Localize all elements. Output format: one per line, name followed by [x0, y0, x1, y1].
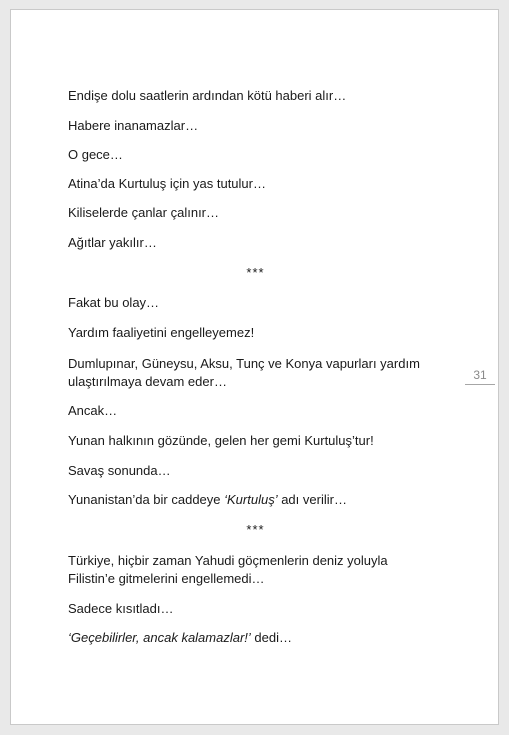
document-page: [10, 9, 499, 725]
paragraph-13-part-1: Yunanistan’da bir caddeye: [68, 492, 225, 507]
paragraph-13-italic: ‘Kurtuluş’: [224, 492, 278, 507]
paragraph-14-line-1: Türkiye, hiçbir zaman Yahudi göçmenlerin deniz yoluyla: [68, 553, 388, 568]
paragraph-1: Endişe dolu saatlerin ardından kötü haberi alır…: [68, 88, 347, 103]
paragraph-7: Fakat bu olay…: [68, 295, 160, 310]
paragraph-5: Kiliselerde çanlar çalınır…: [68, 205, 220, 220]
paragraph-4: Atina’da Kurtuluş için yas tutulur…: [68, 176, 266, 191]
page-number-underline: [465, 384, 495, 385]
paragraph-14-line-2: Filistin’e gitmelerini engellemedi…: [68, 571, 265, 586]
paragraph-13-part-2: adı verilir…: [277, 492, 347, 507]
paragraph-11: Yunan halkının gözünde, gelen her gemi Kurtuluş’tur!: [68, 433, 374, 448]
paragraph-16-italic: ‘Geçebilirler, ancak kalamazlar!’: [68, 630, 251, 645]
paragraph-16: [68, 629, 292, 647]
paragraph-2: Habere inanamazlar…: [68, 118, 199, 133]
paragraph-16-part-2: dedi…: [250, 630, 292, 645]
paragraph-9-line-1: Dumlupınar, Güneysu, Aksu, Tunç ve Konya vapurları yardım: [68, 356, 420, 371]
paragraph-15: Sadece kısıtladı…: [68, 601, 174, 616]
paragraph-3: O gece…: [68, 147, 123, 162]
paragraph-13: [68, 491, 347, 509]
paragraph-8: Yardım faaliyetini engelleyemez!: [68, 325, 255, 340]
page-number: 31: [473, 368, 487, 382]
section-separator-1: ***: [246, 265, 265, 280]
paragraph-10: Ancak…: [68, 403, 118, 418]
paragraph-12: Savaş sonunda…: [68, 463, 171, 478]
paragraph-6: Ağıtlar yakılır…: [68, 235, 157, 250]
paragraph-9-line-2: ulaştırılmaya devam eder…: [68, 374, 227, 389]
section-separator-2: ***: [246, 522, 265, 537]
